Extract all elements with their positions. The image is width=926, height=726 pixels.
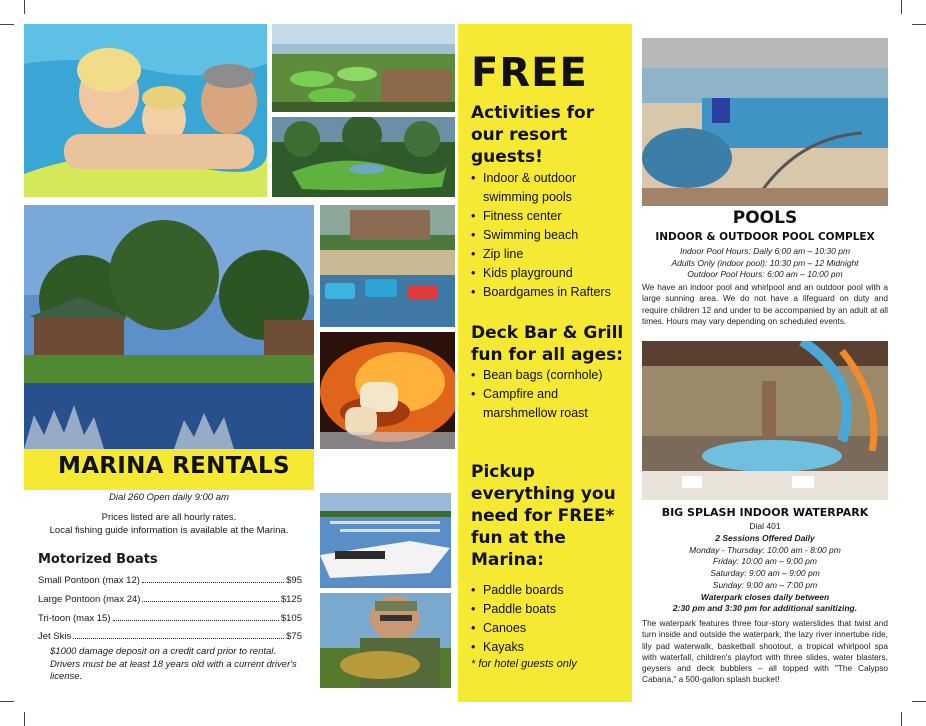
waterpark-description: The waterpark features three four-story waterslides that twist and turn inside and outside the waterpark, the lazy river innertube ride, lily pad waterwalk, basketball shootout, a tropical whirlpool spa with waterfall, children's playfort with three slides, water blasters, geysers and deck bubblers – all topped with "The Calypso Cabana," a 500-gallon splash bucket! — [642, 618, 888, 685]
list-item: • Paddle boards — [471, 581, 631, 600]
deposit-note: $1000 damage deposit on a credit card prior to rental. Drivers must be at least 18 years old with a current driver's license. — [50, 646, 297, 683]
crop-mark — [912, 24, 926, 25]
paddle-boats-photo — [320, 205, 455, 327]
pools-subtitle: INDOOR & OUTDOOR POOL COMPLEX — [655, 231, 875, 243]
free-heading: FREE — [471, 50, 588, 96]
hours-sun: Sunday: 9:00 am – 7:00 pm — [712, 579, 818, 590]
crop-mark — [0, 701, 14, 702]
list-item: • Kayaks — [471, 638, 631, 657]
marina-prices-info — [24, 512, 314, 538]
waterpark-hours — [642, 533, 888, 615]
leader-dots — [113, 620, 279, 621]
hours-fri: Friday: 10:00 am – 9:00 pm — [713, 556, 817, 567]
boat-price: $125 — [280, 594, 302, 605]
list-item: • Kids playground — [471, 264, 631, 283]
pools-description: We have an indoor pool and whirlpool and an outdoor pool with a large sunning area. We do not have a lifeguard on duty and require children 12 and under to be accompanied by an adult at all times. Hours may vary depending on scheduled events. — [642, 282, 888, 326]
prices-note: Prices listed are all hourly rates. — [101, 512, 237, 523]
lake-lodge-photo — [24, 205, 314, 449]
pools-title: POOLS — [732, 208, 798, 228]
pickup-list — [471, 581, 631, 657]
mini-golf-photo — [272, 117, 455, 197]
price-row — [38, 575, 302, 586]
outdoor-pool-hours: Outdoor Pool Hours: 6:00 am – 10:00 pm — [687, 269, 843, 280]
marina-docks-photo — [320, 493, 451, 588]
indoor-pool-hours: Indoor Pool Hours: Daily 6:00 am – 10:30 pm — [679, 246, 851, 256]
boat-name: Jet Skis — [38, 631, 72, 642]
list-item: • Paddle boats — [471, 600, 631, 619]
list-item: • Zip line — [471, 245, 631, 264]
crop-mark — [912, 701, 926, 702]
deck-list — [471, 366, 631, 423]
leader-dots — [142, 582, 284, 583]
crop-mark — [901, 0, 902, 14]
boat-name: Small Pontoon (max 12) — [38, 575, 140, 586]
marina-title: MARINA RENTALS — [58, 453, 290, 479]
list-item: • Boardgames in Rafters — [471, 283, 631, 302]
indoor-pool-photo — [642, 38, 888, 206]
price-row — [38, 613, 302, 624]
list-item: • Campfire and marshmellow roast — [471, 385, 631, 423]
pickup-heading: Pickup everything you need for FREE* fun at the Marina: — [471, 462, 616, 571]
pool-hours — [642, 246, 888, 281]
boat-name: Tri-toon (max 15) — [38, 613, 111, 624]
activities-heading: Activities for our resort guests! — [471, 103, 595, 168]
waterpark-photo — [642, 341, 888, 500]
list-item: • Canoes — [471, 619, 631, 638]
fisherman-photo — [320, 593, 451, 688]
fishing-guide-note: Local fishing guide information is available at the Marina. — [49, 524, 289, 536]
price-row — [38, 594, 302, 605]
marina-dial: Dial 260 Open daily 9:00 am — [109, 492, 229, 503]
closure-note-line2: 2:30 pm and 3:30 pm for additional sanitizing. — [672, 603, 858, 614]
family-pool-photo — [24, 24, 267, 197]
motorized-boats-heading: Motorized Boats — [38, 552, 158, 567]
leader-dots — [142, 601, 278, 602]
boat-price: $95 — [286, 575, 302, 586]
hours-sat: Saturday: 9:00 am – 9:00 pm — [710, 568, 820, 579]
marina-banner — [24, 449, 314, 490]
boat-price: $105 — [280, 613, 302, 624]
activities-list — [471, 169, 631, 302]
resort-deck-photo — [272, 24, 455, 112]
list-item: • Bean bags (cornhole) — [471, 366, 631, 385]
boat-price: $75 — [286, 631, 302, 642]
deck-heading: Deck Bar & Grill fun for all ages: — [471, 323, 624, 366]
closure-note-line1: Waterpark closes daily between — [700, 591, 830, 602]
price-row — [38, 631, 302, 642]
list-item: • Fitness center — [471, 207, 631, 226]
list-item: • Swimming beach — [471, 226, 631, 245]
leader-dots — [73, 638, 284, 639]
campfire-marshmallow-photo — [320, 332, 455, 449]
hours-mon-thu: Monday - Thursday: 10:00 am - 8:00 pm — [689, 544, 841, 555]
sessions-note: 2 Sessions Offered Daily — [715, 533, 815, 543]
adults-only-hours: Adults Only (indoor pool): 10:30 pm – 12 Midnight — [671, 257, 859, 268]
hotel-guests-footnote: * for hotel guests only — [471, 658, 577, 670]
crop-mark — [24, 712, 25, 726]
crop-mark — [24, 0, 25, 14]
boat-name: Large Pontoon (max 24) — [38, 594, 141, 605]
waterpark-title: BIG SPLASH INDOOR WATERPARK — [661, 506, 869, 519]
free-activities-panel — [458, 24, 632, 702]
list-item: • Indoor & outdoor swimming pools — [471, 169, 631, 207]
waterpark-dial: Dial 401 — [749, 521, 781, 531]
crop-mark — [0, 24, 14, 25]
crop-mark — [901, 712, 902, 726]
